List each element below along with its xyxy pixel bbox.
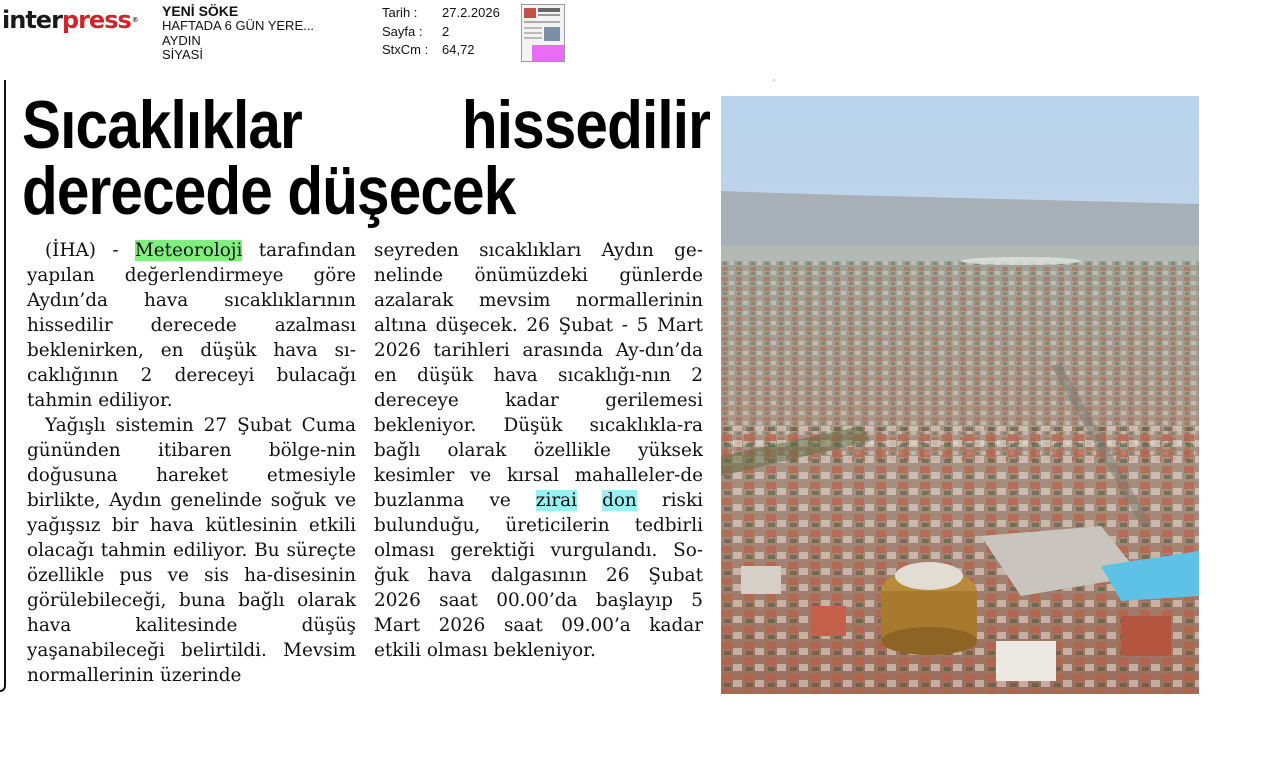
paragraph-2: Yağışlı sistemin 27 Şubat Cuma gününden itibaren bölge-nin doğusuna hareket etmesiyle birlikte, Aydın genelinde soğuk ve yağışsız bir hava kütlesinin etkili olacağı tahmin ediliyor. Bu süreçte özellikle pus ve sis ha-disesinin görülebileceği, buna bağlı olarak hava kalitesinde düşüş yaşanabileceği belirtildi. Mevsim normallerinin üzerinde — [27, 415, 356, 686]
publication-frequency: HAFTADA 6 GÜN YERE... — [162, 18, 314, 33]
clipping-frame-border — [0, 80, 6, 692]
meta-row-date — [382, 4, 500, 23]
clipping-meta — [382, 4, 500, 60]
logo-text-press: press — [61, 6, 131, 34]
publication-name: YENİ SÖKE — [162, 3, 239, 19]
thumbnail-highlight — [532, 45, 564, 61]
paragraph-1 — [27, 238, 356, 413]
meta-row-page — [382, 23, 500, 42]
meta-value: 27.2.2026 — [442, 5, 500, 20]
headline-word-2: hissedilir — [461, 87, 710, 163]
text-run: riski bulunduğu, üreticilerin tedbirli olması gerektiği vurgulandı. So-ğuk hava dalgasının 26 Şubat 2026 saat 00.00’da başlayıp 5 Mart 2026 saat 09.00’a kadar etkili olması bekleniyor. — [374, 490, 703, 661]
article-headline — [22, 87, 710, 229]
article-column-2 — [374, 238, 703, 663]
highlight-keyword: don — [602, 490, 637, 511]
aerial-city-photo — [721, 96, 1199, 694]
text-run: (İHA) - — [45, 240, 135, 261]
text-run: tarafından yapılan değerlendirmeye göre Aydın’da hava sıcaklıklarının hissedilir derecede azalması beklenirken, en düşük hava sı-caklığının 2 dereceyi bulacağı tahmin ediliyor. — [27, 240, 356, 411]
scan-artifact: ˛ — [772, 72, 777, 82]
meta-label: StxCm : — [382, 42, 429, 57]
publication-category: SİYASİ — [162, 47, 203, 62]
logo-text-inter: inter — [2, 6, 62, 34]
text-run: seyreden sıcaklıkları Aydın ge-nelinde önümüzdeki günlerde azalarak mevsim normallerinin altına düşecek. 26 Şubat - 5 Mart 2026 tarihleri arasında Ay-dın’da en düşük hava sıcaklığı-nın 2 dereceye kadar gerilemesi bekleniyor. Düşük sıcaklıkla-ra bağlı olarak özellikle yüksek kesimler ve kırsal mahalleler-de buzlanma ve — [374, 240, 703, 511]
meta-label: Tarih : — [382, 5, 418, 20]
highlight-keyword: zirai — [535, 490, 578, 511]
page-thumbnail-icon[interactable] — [521, 4, 565, 62]
meta-row-stxcm — [382, 41, 500, 60]
text-run — [577, 490, 602, 511]
meta-label: Sayfa : — [382, 23, 423, 39]
meta-value: 2 — [442, 23, 450, 39]
publication-info — [162, 4, 314, 63]
publication-city: AYDIN — [162, 32, 201, 48]
paragraph-3 — [374, 238, 703, 663]
headline-line-2: derecede düşecek — [22, 153, 516, 229]
meta-value: 64,72 — [442, 42, 475, 57]
highlight-keyword: Meteoroloji — [134, 240, 243, 261]
interpress-logo — [2, 5, 138, 35]
headline-word-1: Sıcaklıklar — [22, 87, 302, 163]
registered-mark: ® — [131, 16, 138, 24]
article-column-1 — [27, 238, 356, 688]
